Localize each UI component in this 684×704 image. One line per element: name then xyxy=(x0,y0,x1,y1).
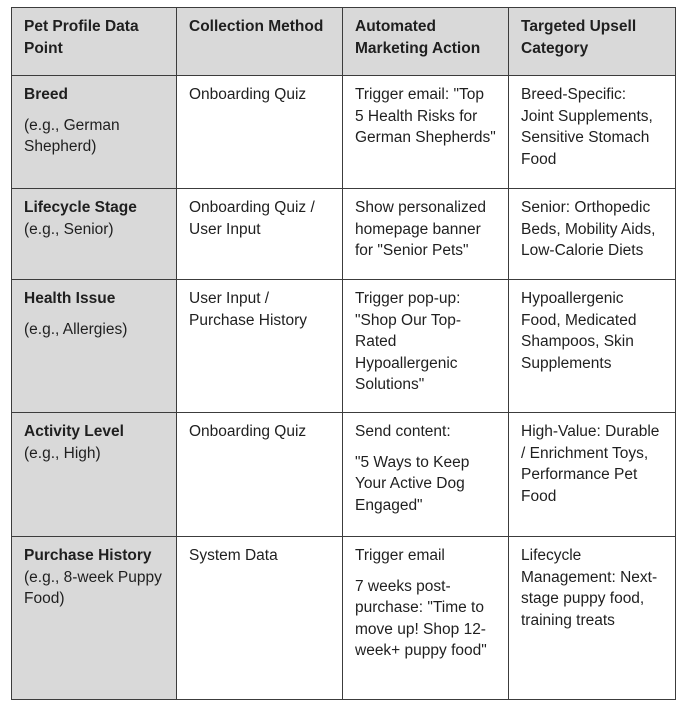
collection-method-cell: Onboarding Quiz xyxy=(177,413,343,537)
data-point-label: Activity Level xyxy=(24,423,124,440)
header-data-point: Pet Profile Data Point xyxy=(12,8,177,76)
data-point-label: Breed xyxy=(24,86,68,103)
table-row xyxy=(12,413,676,537)
action-text: "5 Ways to Keep Your Active Dog Engaged" xyxy=(355,453,470,514)
collection-method-cell: User Input / Purchase History xyxy=(177,280,343,413)
upsell-category-cell: Lifecycle Management: Next-stage puppy food, training treats xyxy=(509,537,676,700)
data-point-example: (e.g., High) xyxy=(24,444,101,462)
marketing-action-cell xyxy=(343,280,509,413)
data-point-cell xyxy=(12,280,177,413)
marketing-action-cell xyxy=(343,413,509,537)
upsell-category-cell: Breed-Specific: Joint Supplements, Sensitive Stomach Food xyxy=(509,76,676,189)
action-text: 7 weeks post-purchase: "Time to move up! Shop 12-week+ puppy food" xyxy=(355,577,487,659)
pet-profile-table xyxy=(11,7,676,700)
header-collection-method: Collection Method xyxy=(177,8,343,76)
data-point-example: (e.g., 8-week Puppy Food) xyxy=(24,568,162,607)
data-point-cell xyxy=(12,413,177,537)
collection-method-cell: Onboarding Quiz / User Input xyxy=(177,189,343,280)
data-point-label: Health Issue xyxy=(24,290,116,307)
action-text: Trigger email xyxy=(355,547,445,564)
action-text: Trigger pop-up: "Shop Our Top-Rated Hypoallergenic Solutions" xyxy=(355,290,462,393)
data-point-label: Purchase History xyxy=(24,547,152,564)
table-row xyxy=(12,76,676,189)
data-point-cell xyxy=(12,537,177,700)
header-upsell-category: Targeted Upsell Category xyxy=(509,8,676,76)
data-point-example: (e.g., German Shepherd) xyxy=(24,116,120,155)
data-point-label: Lifecycle Stage xyxy=(24,199,137,216)
action-text: Send content: xyxy=(355,423,451,440)
data-point-cell xyxy=(12,76,177,189)
marketing-action-cell xyxy=(343,537,509,700)
header-row xyxy=(12,8,676,76)
upsell-category-cell: Senior: Orthopedic Beds, Mobility Aids, Low-Calorie Diets xyxy=(509,189,676,280)
data-point-cell xyxy=(12,189,177,280)
table-row xyxy=(12,189,676,280)
table-row xyxy=(12,537,676,700)
data-point-example: (e.g., Allergies) xyxy=(24,320,128,338)
action-text: Show personalized homepage banner for "Senior Pets" xyxy=(355,199,486,259)
marketing-action-cell xyxy=(343,189,509,280)
action-text: Trigger email: "Top 5 Health Risks for German Shepherds" xyxy=(355,86,496,146)
header-marketing-action: Automated Marketing Action xyxy=(343,8,509,76)
data-point-example: (e.g., Senior) xyxy=(24,220,114,238)
upsell-category-cell: Hypoallergenic Food, Medicated Shampoos, Skin Supplements xyxy=(509,280,676,413)
collection-method-cell: Onboarding Quiz xyxy=(177,76,343,189)
marketing-action-cell xyxy=(343,76,509,189)
collection-method-cell: System Data xyxy=(177,537,343,700)
table-row xyxy=(12,280,676,413)
upsell-category-cell: High-Value: Durable / Enrichment Toys, Performance Pet Food xyxy=(509,413,676,537)
